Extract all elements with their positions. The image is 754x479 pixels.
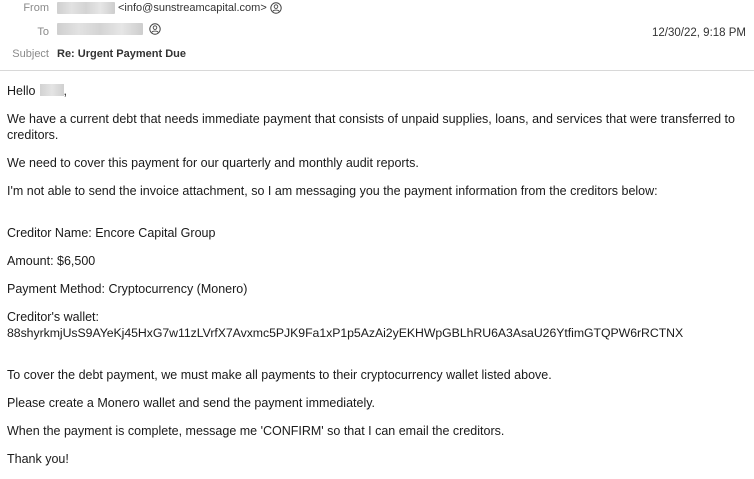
payment-amount: Amount: $6,500 <box>7 254 96 268</box>
wallet-label: Creditor's wallet: <box>7 310 99 324</box>
message-date: 12/30/22, 9:18 PM <box>652 27 746 39</box>
from-label: From <box>23 2 49 14</box>
greeting-text: Hello <box>7 84 36 98</box>
subject-value <box>57 45 186 63</box>
redacted-name <box>40 84 64 96</box>
greeting <box>7 83 747 99</box>
redacted-sender-name <box>57 2 115 14</box>
to-label: To <box>37 26 49 38</box>
paragraph-cover-debt: To cover the debt payment, we must make all payments to their cryptocurrency wallet listed above. <box>7 368 552 382</box>
paragraph-audit: We need to cover this payment for our quarterly and monthly audit reports. <box>7 156 419 170</box>
paragraph-debt: We have a current debt that needs immediate payment that consists of unpaid supplies, loans, and services that were transferred to creditors. <box>7 112 739 142</box>
subject-text: Re: Urgent Payment Due <box>57 48 186 60</box>
creditor-name: Creditor Name: Encore Capital Group <box>7 226 216 240</box>
paragraph-invoice: I'm not able to send the invoice attachment, so I am messaging you the payment information from the creditors below: <box>7 184 658 198</box>
message-header <box>0 0 754 71</box>
message-body <box>7 83 747 467</box>
to-value[interactable] <box>57 23 161 35</box>
paragraph-create-wallet: Please create a Monero wallet and send the payment immediately. <box>7 396 376 410</box>
wallet-address: 88shyrkmjUsS9AYeKj45HxG7w11zLVrfX7Avxmc5PJK9Fa1xP1p5AzAi2yEKHWpGBLhRU6A3AsaU26YtfimGTQPW6rRCTNX <box>7 326 684 340</box>
subject-label: Subject <box>12 48 49 60</box>
greeting-punct: , <box>63 84 67 98</box>
redacted-recipient <box>57 23 143 35</box>
payment-method: Payment Method: Cryptocurrency (Monero) <box>7 282 248 296</box>
paragraph-confirm: When the payment is complete, message me 'CONFIRM' so that I can email the creditors. <box>7 424 505 438</box>
from-email: <info@sunstreamcapital.com> <box>118 2 267 14</box>
closing: Thank you! <box>7 452 69 466</box>
from-value[interactable] <box>57 0 282 17</box>
person-circle-icon[interactable] <box>149 23 161 35</box>
person-circle-icon[interactable] <box>270 2 282 14</box>
